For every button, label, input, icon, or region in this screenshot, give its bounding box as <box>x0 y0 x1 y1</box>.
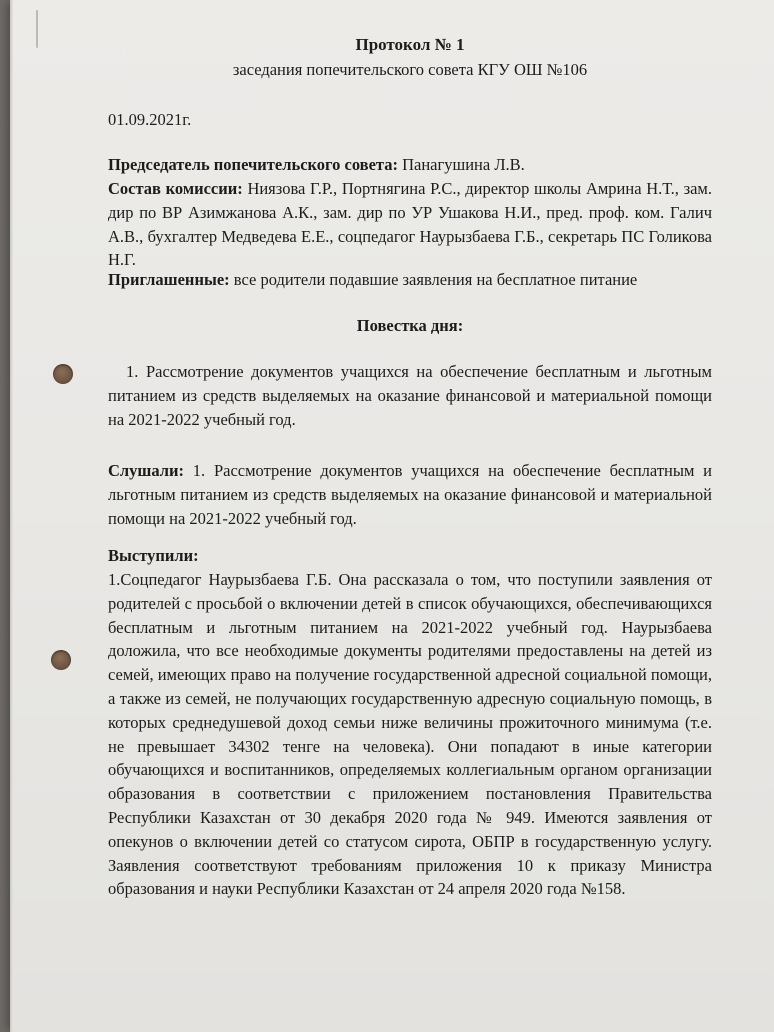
commission-value: Ниязова Г.Р., Портнягина Р.С., директор школы Амрина Н.Т., зам. дир по ВР Азимжанова А.К., зам. дир по УР Ушакова Н.И., пред. проф. ком. Галич А.В., бухгалтер Медведева Е.Е., соцпедагог Наурызбаева Г.Б., секретарь ПС Голикова Н.Г. <box>108 179 712 270</box>
spoke-title: Выступили: <box>108 546 199 565</box>
invited-label: Приглашенные: <box>108 270 230 289</box>
spoke-paragraph: 1.Соцпедагог Наурызбаева Г.Б. Она рассказала о том, что поступили заявления от родителей с просьбой о включении детей в список обучающихся, обеспечивающихся бесплатным и льготным питанием на 2021-2022 учебный год. Наурызбаева доложила, что все необходимые документы родителями предоставлены на детей из семей, имеющих право на получение государственной адресной социальной помощи, а также из семей, не получающих государственную адресную социальную помощь, в которых среднедушевой доход семьи ниже величины прожиточного минимума (т.е. не превышает 34302 тенге на человека). Они попадают в иные категории обучающихся и воспитанников, определяемых коллегиальным органом организации образования в соответствии с приложением постановления Правительства Республики Казахстан от 30 декабря 2020 года № 949. Имеются заявления от опекунов о включении детей со статусом сирота, ОБПР в государственную услугу. Заявления соответствуют требованиям приложения 10 к приказу Министра образования и науки Республики Казахстан от 24 апреля 2020 года №158. <box>108 570 712 899</box>
document-date: 01.09.2021г. <box>108 110 192 129</box>
listened-value: 1. Рассмотрение документов учащихся на обеспечение бесплатным и льготным питанием из средств выделяемых на оказание финансовой и материальной помощи на 2021-2022 учебный год. <box>108 461 712 528</box>
punch-hole <box>53 364 73 384</box>
paper-edge <box>10 0 13 1032</box>
punch-hole <box>51 650 71 670</box>
document-subtitle: заседания попечительского совета КГУ ОШ №106 <box>232 60 588 79</box>
document-title: Протокол № 1 <box>355 35 465 54</box>
paper-crease <box>36 10 38 48</box>
agenda-title: Повестка дня: <box>356 316 464 335</box>
commission-paragraph <box>108 177 712 272</box>
commission-label: Состав комиссии: <box>108 179 243 198</box>
listened-paragraph <box>108 459 712 530</box>
listened-label: Слушали: <box>108 461 185 480</box>
agenda-item: 1. Рассмотрение документов учащихся на обеспечение бесплатным и льготным питанием из средств выделяемых на оказание финансовой и материальной помощи на 2021-2022 учебный год. <box>108 362 712 429</box>
chairman-value: Панагушина Л.В. <box>397 155 525 174</box>
chairman-label: Председатель попечительского совета: <box>108 155 398 174</box>
invited-line <box>108 268 712 292</box>
chairman-line <box>108 153 712 177</box>
invited-value: все родители подавшие заявления на бесплатное питание <box>229 270 638 289</box>
